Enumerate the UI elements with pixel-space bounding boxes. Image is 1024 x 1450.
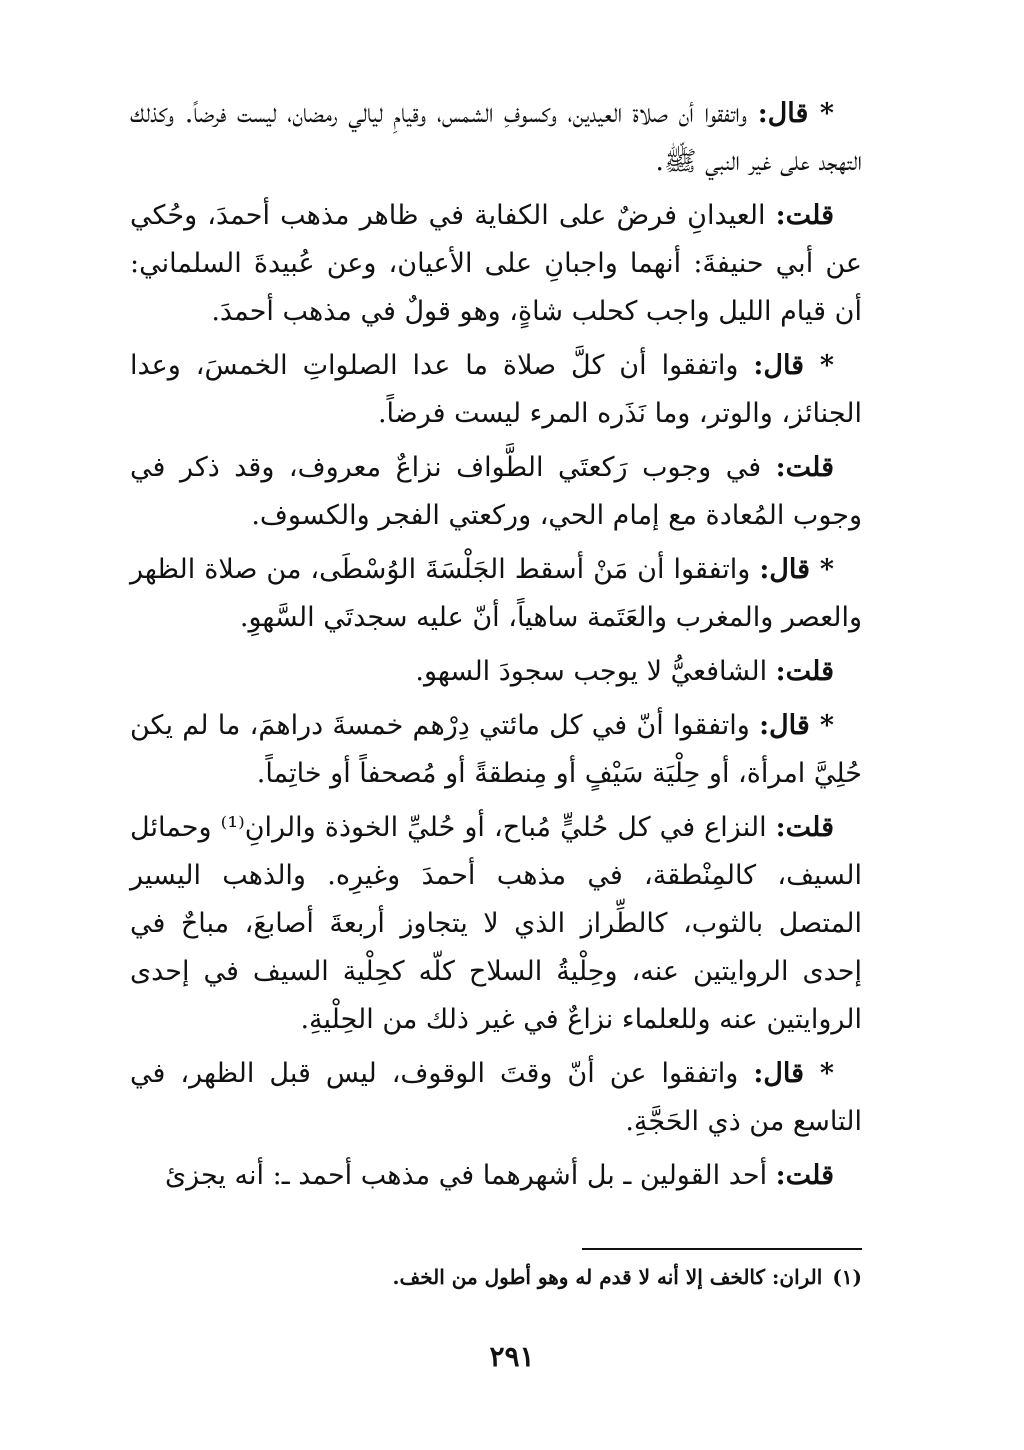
paragraph [130, 90, 862, 186]
paragraph-lead: * قال: [759, 710, 834, 741]
paragraph-body: واتفقوا أن كلَّ صلاة ما عدا الصلواتِ الخمسَ، وعدا الجنائز، والوتر، وما نَذَره المرء ليست فرضاً. [130, 350, 862, 429]
footnote [130, 1262, 862, 1292]
paragraph-lead: قلت: [775, 812, 834, 843]
paragraph-lead: * قال: [757, 98, 834, 129]
paragraph [130, 1152, 862, 1200]
paragraph-body: واتفقوا أنّ في كل مائتي دِرْهم خمسةَ دراهمَ، ما لم يكن حُلِيَّ امرأة، أو حِلْيَة سَيْفٍ أو مِنطقةً أو مُصحفاً أو خاتِماً. [130, 710, 862, 789]
paragraph-lead: قلت: [775, 200, 834, 231]
footnote-text: كالخف إلا أنه لا قدم له وهو أطول من الخف. [392, 1265, 772, 1289]
paragraph-body: واتفقوا عن أنّ وقتَ الوقوف، ليس قبل الظهر، في التاسع من ذي الحَجَّةِ. [130, 1058, 862, 1137]
page-number: ٢٩١ [489, 1340, 535, 1373]
paragraph-body: واتفقوا أن مَنْ أسقط الجَلْسَةَ الوُسْطَى، من صلاة الظهر والعصر والمغرب والعَتَمة ساهياً، أنّ عليه سجدتَي السَّهوِ. [130, 554, 862, 633]
paragraph [130, 702, 862, 798]
paragraph-lead: * قال: [753, 350, 834, 381]
paragraph [130, 444, 862, 540]
footnote-number: (١) [832, 1265, 862, 1289]
paragraph-lead: قلت: [775, 452, 834, 483]
paragraph-lead: * قال: [753, 1058, 834, 1089]
footnote-term: الران: [772, 1265, 823, 1289]
paragraph [130, 192, 862, 336]
footnote-divider [582, 1248, 862, 1250]
paragraph [130, 342, 862, 438]
paragraph-lead: قلت: [775, 1160, 834, 1191]
paragraph [130, 1050, 862, 1146]
paragraph-body: في وجوب رَكعتَي الطَّواف نزاعٌ معروف، وقد ذكر في وجوب المُعادة مع إمام الحي، وركعتي الفجر والكسوف. [130, 452, 862, 531]
paragraph-body: النزاع في كل حُليٍّ مُباح، أو حُليِّ الخوذة والرانِ⁽¹⁾ وحمائل السيف، كالمِنْطقة، في مذهب أحمدَ وغيرِه. والذهب اليسير المتصل بالثوب، كالطِّراز الذي لا يتجاوز أربعةَ أصابعَ، مباحٌ في إحدى الروايتين عنه، وحِلْيةُ السلاح كلّه كحِلْية السيف في إحدى الروايتين عنه وللعلماء نزاعٌ في غير ذلك من الحِلْيةِ. [130, 812, 862, 1035]
paragraph [130, 546, 862, 642]
main-text [130, 90, 862, 1206]
paragraph-body: الشافعيُّ لا يوجب سجودَ السهو. [415, 656, 776, 687]
paragraph-body: واتفقوا أن صلاة العيدين، وكسوفِ الشمس، وقيامِ ليالي رمضان، ليست فرضاً. وكذلك التهجد على غير النبي ﷺ. [130, 98, 862, 177]
paragraph-body: العيدانِ فرضٌ على الكفاية في ظاهر مذهب أحمدَ، وحُكي عن أبي حنيفةَ: أنهما واجبانِ على الأعيان، وعن عُبيدةَ السلماني: أن قيام الليل واجب كحلب شاةٍ، وهو قولٌ في مذهب أحمدَ. [130, 200, 862, 327]
paragraph [130, 648, 862, 696]
paragraph [130, 804, 862, 1044]
paragraph-body: أحد القولين ـ بل أشهرهما في مذهب أحمد ـ: أنه يجزئ [164, 1160, 776, 1191]
paragraph-lead: قلت: [775, 656, 834, 687]
paragraph-lead: * قال: [759, 554, 834, 585]
